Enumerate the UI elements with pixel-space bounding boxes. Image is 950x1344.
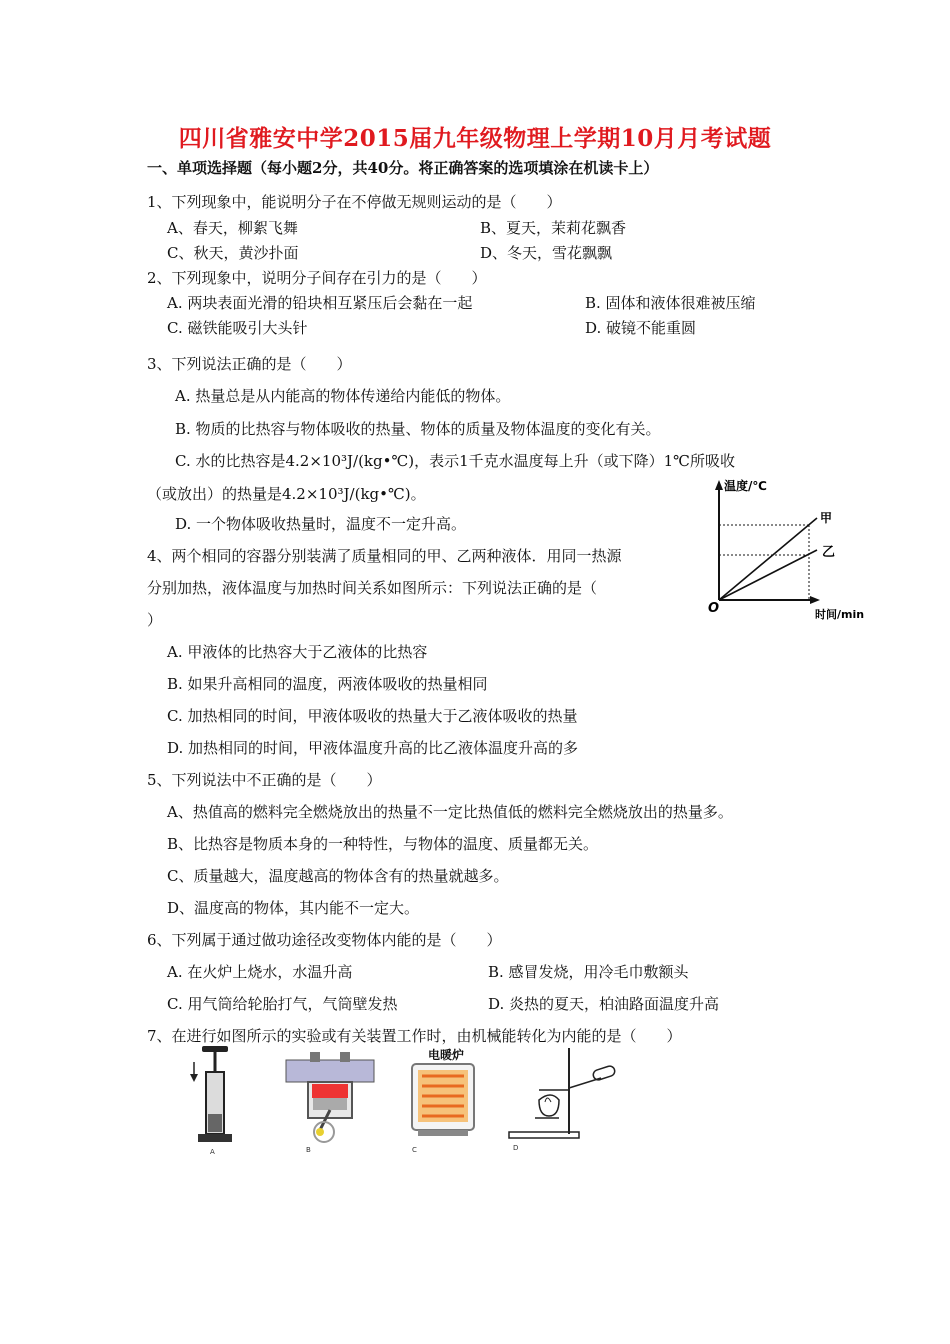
q2-option-a: A. 两块表面光滑的铅块相互紧压后会黏在一起 <box>167 294 473 312</box>
q6-stem: 6、下列属于通过做功途径改变物体内能的是（ ） <box>147 931 502 949</box>
q1-option-a: A、春天，柳絮飞舞 <box>167 219 298 237</box>
graph-ylabel: 温度/℃ <box>724 479 767 493</box>
q6-option-a: A. 在火炉上烧水，水温升高 <box>167 963 353 981</box>
q4-stem-line3: ） <box>147 611 163 629</box>
graph-origin: O <box>708 601 720 616</box>
figure-b-engine <box>280 1052 380 1157</box>
q3-stem: 3、下列说法正确的是（ ） <box>147 355 352 373</box>
figure-d-test-tube-stand <box>505 1044 630 1156</box>
q5-option-c: C、质量越大，温度越高的物体含有的热量就越多。 <box>167 867 509 885</box>
x-axis-arrow <box>810 596 820 604</box>
q4-option-d: D. 加热相同的时间，甲液体温度升高的比乙液体温度升高的多 <box>167 739 579 757</box>
q5-stem: 5、下列说法中不正确的是（ ） <box>147 771 382 789</box>
q4-option-c: C. 加热相同的时间，甲液体吸收的热量大于乙液体吸收的热量 <box>167 707 578 725</box>
figure-a-compression-cylinder <box>180 1042 250 1157</box>
graph-label-yi: 乙 <box>822 545 836 560</box>
q5-option-b: B、比热容是物质本身的一种特性，与物体的温度、质量都无关。 <box>167 835 599 853</box>
figure-label-c: C <box>412 1146 417 1154</box>
q5-option-d: D、温度高的物体，其内能不一定大。 <box>167 899 420 917</box>
exam-title: 四川省雅安中学2015届九年级物理上学期10月月考试题 <box>178 125 772 152</box>
q1-option-b: B、夏天，茉莉花飘香 <box>480 219 627 237</box>
q6-option-b: B. 感冒发烧，用冷毛巾敷额头 <box>488 963 689 981</box>
q4-stem-line2: 分别加热，液体温度与加热时间关系如图所示：下列说法正确的是（ <box>147 579 598 597</box>
q3-option-b: B. 物质的比热容与物体吸收的热量、物体的质量及物体温度的变化有关。 <box>175 420 661 438</box>
figure-c-electric-heater <box>408 1062 480 1156</box>
heater-label: 电暖炉 <box>428 1048 465 1062</box>
q3-option-c-line1: C. 水的比热容是4.2×10³J/(kg•℃)，表示1千克水温度每上升（或下降）1℃所吸收 <box>175 452 735 470</box>
figure-label-d: D <box>513 1144 519 1152</box>
q6-option-d: D. 炎热的夏天，柏油路面温度升高 <box>488 995 720 1013</box>
temperature-time-graph <box>700 470 890 630</box>
line-jia <box>719 518 817 600</box>
q1-stem: 1、下列现象中，能说明分子在不停做无规则运动的是（ ） <box>147 193 562 211</box>
q1-option-c: C、秋天，黄沙扑面 <box>167 244 299 262</box>
q2-option-d: D. 破镜不能重圆 <box>585 319 697 337</box>
q2-option-c: C. 磁铁能吸引大头针 <box>167 319 308 337</box>
section-heading: 一、单项选择题（每小题2分，共40分。将正确答案的选项填涂在机读卡上） <box>147 159 659 177</box>
q6-option-c: C. 用气筒给轮胎打气，气筒壁发热 <box>167 995 398 1013</box>
q4-option-b: B. 如果升高相同的温度，两液体吸收的热量相同 <box>167 675 488 693</box>
figure-label-b: B <box>306 1146 311 1154</box>
q5-option-a: A、热值高的燃料完全燃烧放出的热量不一定比热值低的燃料完全燃烧放出的热量多。 <box>167 803 733 821</box>
figure-label-a: A <box>210 1148 215 1156</box>
q2-option-b: B. 固体和液体很难被压缩 <box>585 294 756 312</box>
q3-option-a: A. 热量总是从内能高的物体传递给内能低的物体。 <box>175 387 511 405</box>
q1-option-d: D、冬天，雪花飘飘 <box>480 244 613 262</box>
q3-option-d: D. 一个物体吸收热量时，温度不一定升高。 <box>175 515 467 533</box>
line-yi <box>719 550 817 600</box>
graph-xlabel: 时间/min <box>815 608 865 621</box>
graph-label-jia: 甲 <box>820 511 833 525</box>
q3-option-c-line2: （或放出）的热量是4.2×10³J/(kg•℃)。 <box>147 485 426 503</box>
q4-option-a: A. 甲液体的比热容大于乙液体的比热容 <box>167 643 428 661</box>
q2-stem: 2、下列现象中，说明分子间存在引力的是（ ） <box>147 269 487 287</box>
y-axis-arrow <box>715 480 723 490</box>
q7-stem: 7、在进行如图所示的实验或有关装置工作时，由机械能转化为内能的是（ ） <box>147 1027 682 1045</box>
q4-stem-line1: 4、两个相同的容器分别装满了质量相同的甲、乙两种液体．用同一热源 <box>147 547 622 565</box>
